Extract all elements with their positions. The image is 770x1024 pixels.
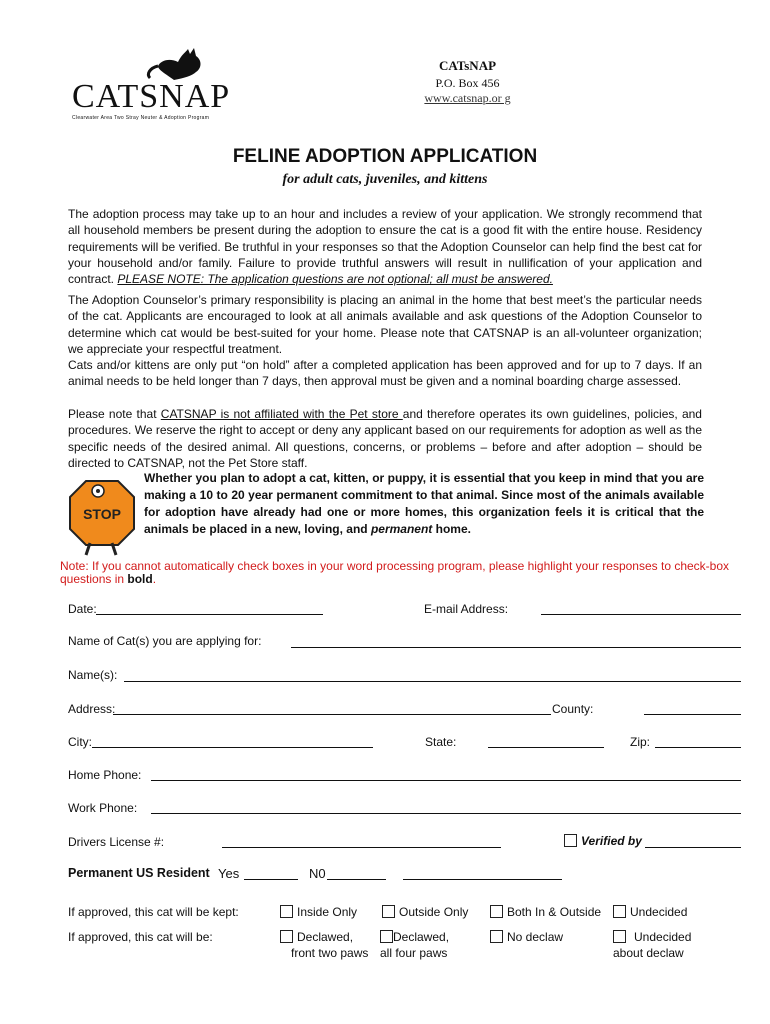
names-label: Name(s):	[68, 668, 118, 682]
resident-extra-field[interactable]	[403, 879, 562, 880]
intro-p1-note: PLEASE NOTE: The application questions are not optional; all must be answered.	[117, 272, 553, 287]
option-sublabel: all four paws	[380, 946, 448, 960]
county-field[interactable]	[644, 714, 741, 715]
state-label: State:	[425, 735, 457, 749]
kept-option-inside[interactable]	[280, 904, 357, 920]
logo-tagline: Clearwater Area Two Stray Neuter & Adoption Program	[72, 115, 210, 121]
note-text: Note: If you cannot automatically check boxes in your word processing program, please highlight your responses to check-box questions in	[60, 559, 730, 586]
names-field[interactable]	[124, 681, 741, 682]
drivers-license-field[interactable]	[222, 847, 501, 848]
declaw-option-front[interactable]	[280, 929, 368, 961]
home-phone-label: Home Phone:	[68, 768, 142, 782]
option-sublabel: front two paws	[291, 946, 369, 960]
po-box: P.O. Box 456	[435, 76, 500, 90]
intro-paragraph-4	[68, 406, 702, 471]
kept-label: If approved, this cat will be kept:	[68, 905, 239, 919]
checkbox[interactable]	[382, 905, 395, 918]
checkbox[interactable]	[490, 930, 503, 943]
warning-end: home.	[432, 522, 471, 536]
option-label: Undecided	[634, 930, 692, 944]
kept-option-both[interactable]	[490, 904, 601, 920]
stop-sign-icon	[66, 477, 138, 557]
city-label: City:	[68, 735, 92, 749]
verified-by	[564, 834, 642, 848]
cat-names-field[interactable]	[291, 647, 741, 648]
drivers-license-label: Drivers License #:	[68, 835, 165, 849]
page-subtitle: for adult cats, juveniles, and kittens	[282, 172, 488, 187]
note-end: .	[152, 572, 157, 586]
intro-p4-start: Please note that	[68, 407, 161, 421]
commitment-warning	[144, 470, 704, 538]
resident-no-field[interactable]	[327, 879, 386, 880]
email-label: E-mail Address:	[424, 602, 509, 616]
checkbox[interactable]	[613, 930, 626, 943]
website-link[interactable]: www.catsnap.or g	[424, 91, 511, 105]
work-phone-label: Work Phone:	[68, 801, 138, 815]
work-phone-field[interactable]	[151, 813, 741, 814]
address-label: Address:	[68, 702, 116, 716]
verified-checkbox[interactable]	[564, 834, 577, 847]
city-field[interactable]	[92, 747, 373, 748]
home-phone-field[interactable]	[151, 780, 741, 781]
option-label: Outside Only	[399, 905, 469, 919]
resident-label: Permanent US Resident	[68, 866, 210, 880]
option-label: Undecided	[630, 905, 688, 919]
checkbox-note	[60, 560, 750, 586]
intro-paragraph-3: Cats and/or kittens are only put “on hold” after a completed application has been approved and for up to 7 days. If an animal needs to be held longer than 7 days, then approval must be given and a nominal boarding charge assessed.	[68, 358, 702, 389]
intro-paragraph-2: The Adoption Counselor’s primary responsibility is placing an animal in the home that best meet’s the particular needs of the cat. Applicants are encouraged to look at all animals available and ask questions of the Adoption Counselor to determine which cat would be best-suited for your home. Please note that CATSNAP is an all-volunteer organization; we appreciate your respectful treatment.	[68, 293, 702, 356]
declaw-option-all[interactable]	[380, 929, 449, 961]
cat-names-label: Name of Cat(s) you are applying for:	[68, 634, 262, 648]
option-label: No declaw	[507, 930, 564, 944]
kept-option-undecided[interactable]	[613, 904, 687, 920]
date-field[interactable]	[96, 614, 323, 615]
checkbox[interactable]	[280, 905, 293, 918]
declaw-option-none[interactable]	[490, 929, 563, 945]
state-field[interactable]	[488, 747, 604, 748]
stop-sign-text: STOP	[83, 506, 121, 522]
option-sublabel: about declaw	[613, 946, 684, 960]
option-label: Declawed,	[393, 930, 450, 944]
kept-option-outside[interactable]	[382, 904, 468, 920]
resident-no-label: N0	[309, 866, 326, 881]
option-label: Both In & Outside	[507, 905, 602, 919]
date-label: Date:	[68, 602, 97, 616]
county-label: County:	[552, 702, 594, 716]
intro-p1-text: The adoption process may take up to an hour and includes a review of your application. We strongly recommend that all household members be present during the adoption to ensure the cat is a good fit with the entire house. Residency requirements will be verified. Be truthful in your responses so that the Adoption Counselor can help find the best cat for your household and/or family. Failure to provide truthful answers will result in nullification of your application and contract.	[68, 207, 702, 287]
page-title: FELINE ADOPTION APPLICATION	[232, 146, 538, 167]
declaw-label: If approved, this cat will be:	[68, 930, 213, 944]
zip-field[interactable]	[655, 747, 741, 748]
option-label: Declawed,	[297, 930, 354, 944]
verified-by-field[interactable]	[645, 847, 741, 848]
note-bold: bold	[127, 572, 153, 586]
intro-paragraph-1	[68, 206, 702, 287]
intro-p4-affiliation: CATSNAP is not affiliated with the Pet store	[160, 407, 403, 421]
org-name: CATsNAP	[438, 58, 497, 73]
zip-label: Zip:	[630, 735, 651, 749]
checkbox[interactable]	[380, 930, 393, 943]
checkbox[interactable]	[280, 930, 293, 943]
intro-p4-end: and therefore operates its own guidelines, policies, and procedures. We reserve the right to accept or deny any applicant based on our requirements for adoption as well as the specific needs of the desired animal. All questions, concerns, or problems – before and after adoption – should be directed to CATSNAP, not the Pet Store staff.	[68, 407, 702, 470]
checkbox[interactable]	[490, 905, 503, 918]
logo-wordmark: CATSNAP	[72, 78, 231, 115]
resident-yes-field[interactable]	[244, 879, 298, 880]
address-field[interactable]	[113, 714, 551, 715]
warning-text: Whether you plan to adopt a cat, kitten, or puppy, it is essential that you keep in mind that you are making a 10 to 20 year permanent commitment to that animal. Since most of the animals available for adoption have already had one or more homes, this organization feels it is critical that the animals be placed in a new, loving, and	[144, 471, 704, 536]
resident-yes-label: Yes	[218, 866, 240, 881]
option-label: Inside Only	[297, 905, 358, 919]
verified-by-label: Verified by	[581, 834, 642, 848]
declaw-option-undecided[interactable]	[613, 929, 691, 961]
warning-emphasis: permanent	[370, 522, 433, 536]
checkbox[interactable]	[613, 905, 626, 918]
email-field[interactable]	[541, 614, 741, 615]
org-info	[410, 58, 525, 106]
